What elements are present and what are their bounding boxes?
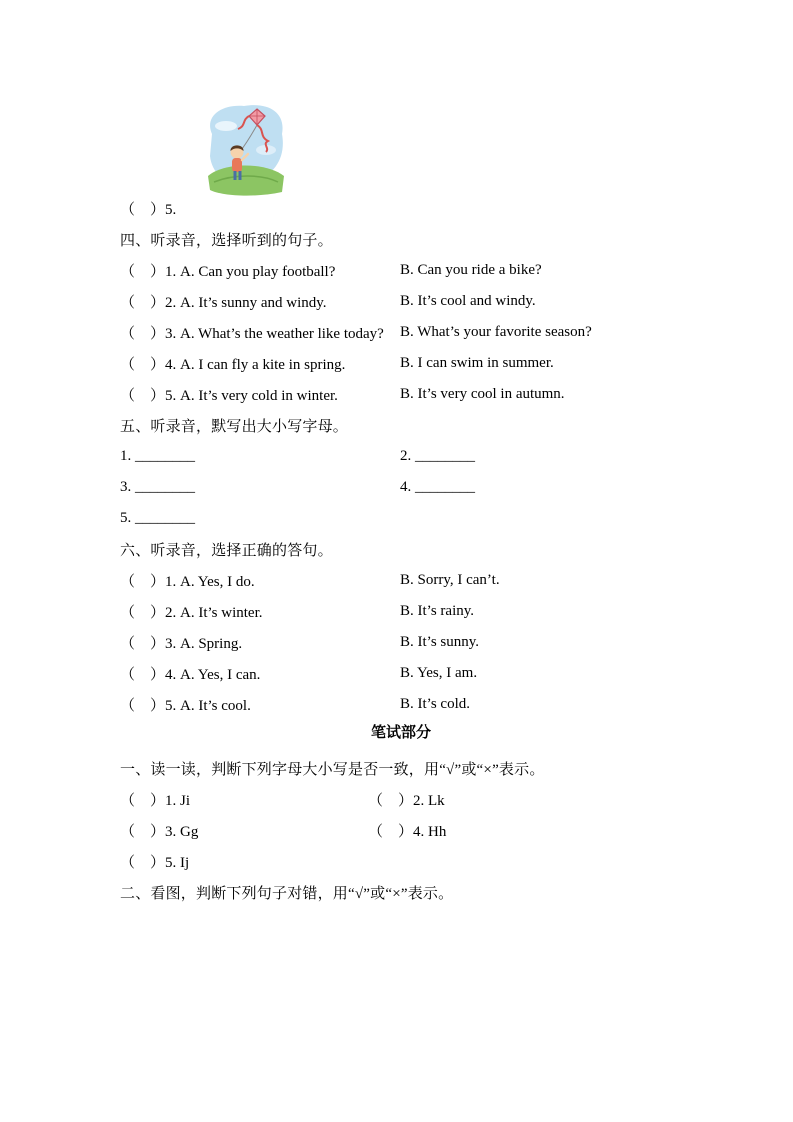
judge-item: （ ）5. Ij	[120, 855, 190, 871]
question-row	[120, 286, 682, 317]
question-5-label: （ ）5.	[120, 202, 177, 218]
option-a-text: （ ）3. A. Spring.	[120, 636, 243, 652]
written-section-one-title: 一、读一读，判断下列字母大小写是否一致，用“√”或“×”表示。	[120, 762, 545, 778]
written-section-header: 笔试部分	[370, 725, 431, 741]
question-row	[120, 658, 682, 689]
judge-item: （ ）4. Hh	[368, 824, 447, 840]
blank-line: 2. ________	[400, 448, 475, 464]
option-b-text: B. It’s cool and windy.	[400, 293, 536, 309]
judge-item: （ ）2. Lk	[368, 793, 445, 809]
section-five-title: 五、听录音，默写出大小写字母。	[120, 419, 349, 435]
option-b-text: B. It’s rainy.	[400, 603, 475, 619]
option-a-text: （ ）4. A. Yes, I can.	[120, 667, 261, 683]
question-row	[120, 596, 682, 627]
option-a-text: （ ）5. A. It’s cool.	[120, 698, 251, 714]
question-row	[120, 255, 682, 286]
question-row	[120, 317, 682, 348]
blank-line: 3. ________	[120, 479, 195, 495]
judge-item: （ ）1. Ji	[120, 793, 191, 809]
option-b-text: B. What’s your favorite season?	[400, 324, 592, 340]
judge-row	[120, 846, 682, 877]
option-a-text: （ ）2. A. It’s sunny and windy.	[120, 295, 327, 311]
blank-line: 5. ________	[120, 510, 195, 526]
option-b-text: B. It’s cold.	[400, 696, 470, 712]
question-row	[120, 348, 682, 379]
option-a-text: （ ）1. A. Yes, I do.	[120, 574, 255, 590]
worksheet-content	[120, 193, 682, 908]
blank-row	[120, 472, 682, 503]
option-a-text: （ ）2. A. It’s winter.	[120, 605, 263, 621]
blank-row	[120, 503, 682, 534]
option-b-text: B. Sorry, I can’t.	[400, 572, 500, 588]
written-section-two-title: 二、看图，判断下列句子对错，用“√”或“×”表示。	[120, 886, 454, 902]
question-row	[120, 565, 682, 596]
section-six-title: 六、听录音，选择正确的答句。	[120, 543, 333, 559]
question-row	[120, 379, 682, 410]
option-a-text: （ ）1. A. Can you play football?	[120, 264, 336, 280]
question-row	[120, 627, 682, 658]
option-b-text: B. Can you ride a bike?	[400, 262, 542, 278]
judge-row	[120, 784, 682, 815]
option-b-text: B. It’s sunny.	[400, 634, 480, 650]
option-b-text: B. I can swim in summer.	[400, 355, 554, 371]
option-b-text: B. It’s very cool in autumn.	[400, 386, 565, 402]
blank-line: 1. ________	[120, 448, 195, 464]
judge-row	[120, 815, 682, 846]
blank-line: 4. ________	[400, 479, 475, 495]
blank-row	[120, 441, 682, 472]
option-a-text: （ ）3. A. What’s the weather like today?	[120, 326, 384, 342]
option-a-text: （ ）5. A. It’s very cold in winter.	[120, 388, 338, 404]
option-b-text: B. Yes, I am.	[400, 665, 478, 681]
judge-item: （ ）3. Gg	[120, 824, 199, 840]
option-a-text: （ ）4. A. I can fly a kite in spring.	[120, 357, 346, 373]
kite-flying-illustration	[204, 102, 286, 196]
question-5-placeholder	[120, 193, 682, 224]
section-four-title: 四、听录音，选择听到的句子。	[120, 233, 333, 249]
